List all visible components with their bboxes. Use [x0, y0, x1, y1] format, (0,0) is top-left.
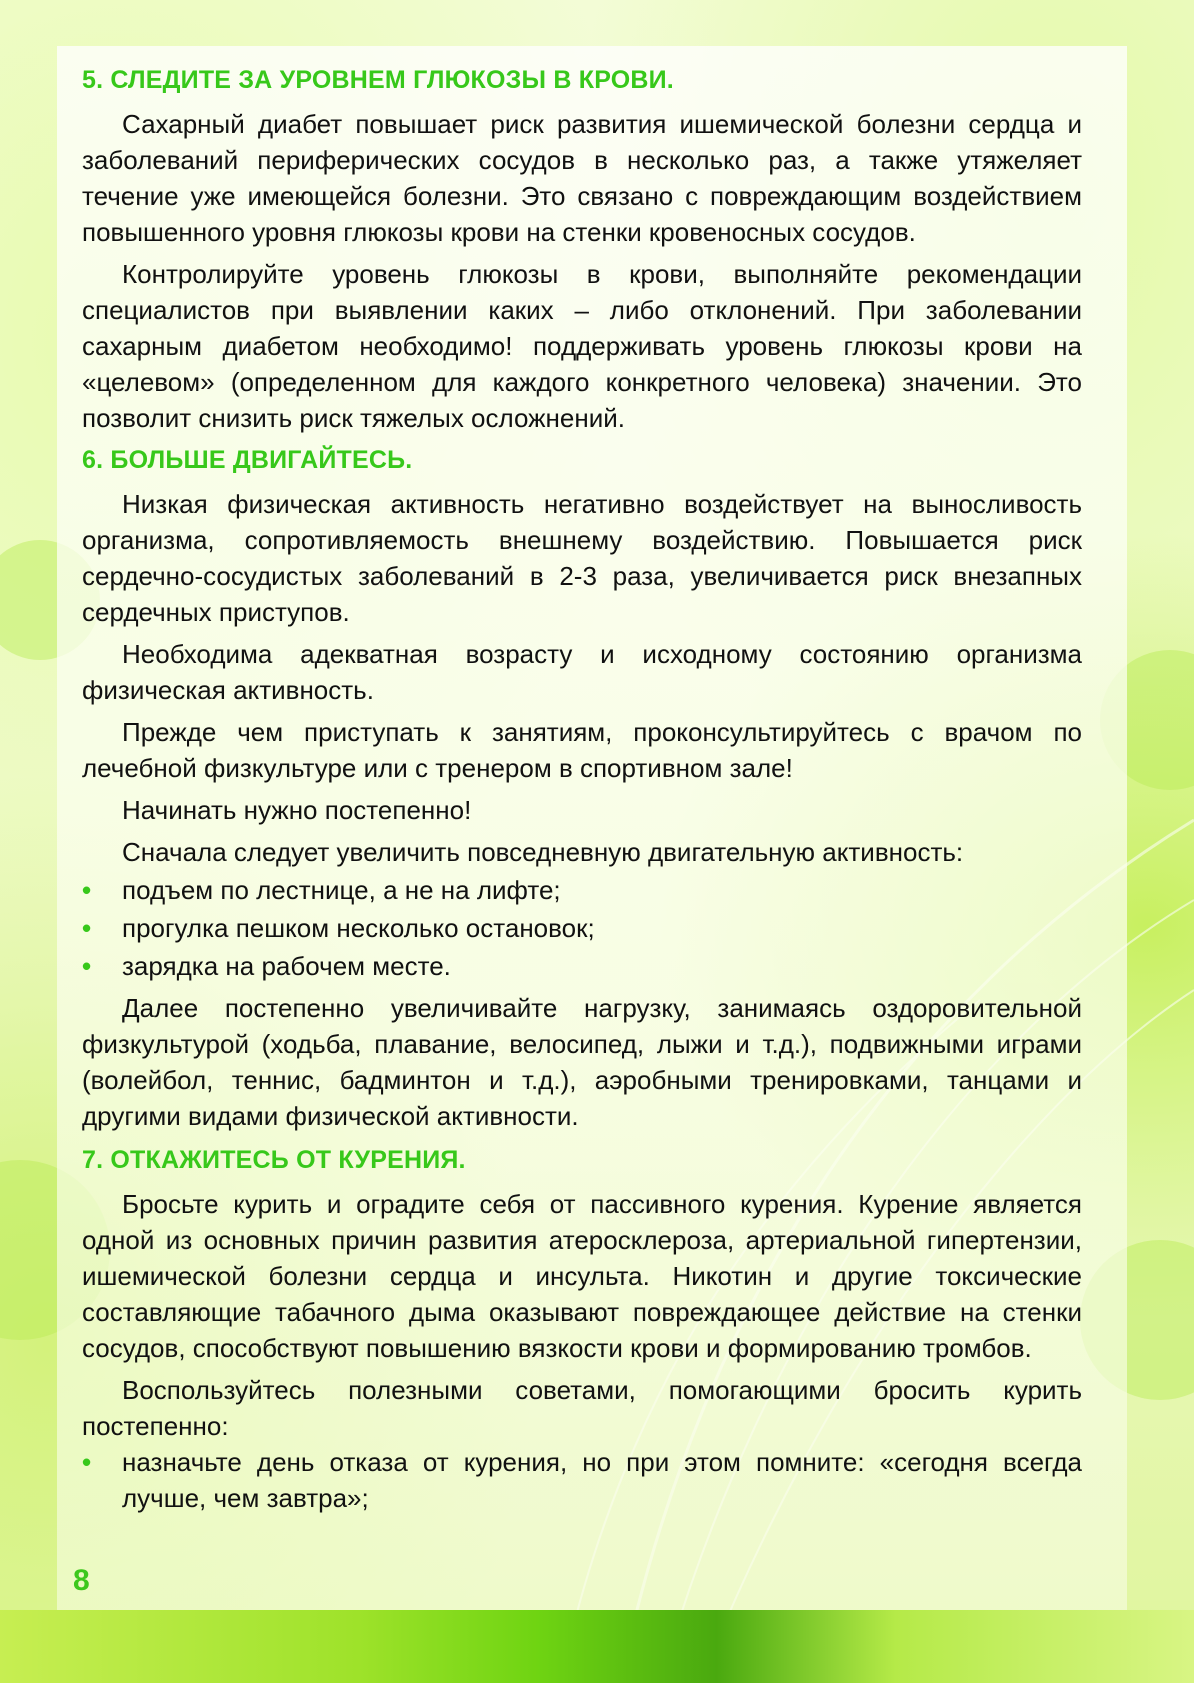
section-6-paragraph-2: Необходима адекватная возрасту и исходному состоянию организма физическая активность. [82, 639, 1082, 705]
page-number: 8 [73, 1564, 90, 1597]
page-content [82, 62, 1082, 1516]
section-5-heading: 5. СЛЕДИТЕ ЗА УРОВНЕМ ГЛЮКОЗЫ В КРОВИ. [82, 66, 674, 94]
section-6-paragraph-5: Сначала следует увеличить повседневную двигательную активность: [122, 837, 964, 867]
bullet-icon: • [82, 1447, 92, 1477]
list-item [82, 872, 1082, 908]
section-7-heading: 7. ОТКАЖИТЕСЬ ОТ КУРЕНИЯ. [82, 1146, 466, 1174]
section-6-paragraph-1: Низкая физическая активность негативно воздействует на выносливость организма, сопротивляемость внешнему воздействию. Повышается риск сердечно-сосудистых заболеваний в 2-3 раза, увеличивается риск внезапных сердечных приступов. [82, 489, 1082, 627]
section-7-paragraph-1: Бросьте курить и оградите себя от пассивного курения. Курение является одной из основных причин развития атеросклероза, артериальной гипертензии, ишемической болезни сердца и инсульта. Никотин и другие токсические составляющие табачного дыма оказывают повреждающее действие на стенки сосудов, способствуют повышению вязкости крови и формированию тромбов. [82, 1189, 1082, 1363]
list-item [82, 910, 1082, 946]
section-6-paragraph-4: Начинать нужно постепенно! [122, 795, 472, 825]
bullet-icon: • [82, 913, 92, 943]
bullet-icon: • [82, 951, 92, 981]
section-7-bullet-list [82, 1444, 1082, 1516]
section-6-bullet-list [82, 872, 1082, 984]
section-6-paragraph-6: Далее постепенно увеличивайте нагрузку, занимаясь оздоровительной физкультурой (ходьба, плавание, велосипед, лыжи и т.д.), подвижными играми (волейбол, теннис, бадминтон и т.д.), аэробными тренировками, танцами и другими видами физической активности. [82, 993, 1082, 1131]
bullet-icon: • [82, 875, 92, 905]
section-5-paragraph-2: Контролируйте уровень глюкозы в крови, выполняйте рекомендации специалистов при выявлении каких – либо отклонений. При заболевании сахарным диабетом необходимо! поддерживать уровень глюкозы крови на «целевом» (определенном для каждого конкретного человека) значении. Это позволит снизить риск тяжелых осложнений. [82, 259, 1082, 433]
bottom-decorative-strip [0, 1610, 1194, 1683]
section-6-paragraph-3: Прежде чем приступать к занятиям, проконсультируйтесь с врачом по лечебной физкультуре или с тренером в спортивном зале! [82, 717, 1082, 783]
list-item-text: назначьте день отказа от курения, но при этом помните: «сегодня всегда лучше, чем завтра»; [122, 1447, 1082, 1513]
list-item-text: зарядка на рабочем месте. [122, 951, 451, 981]
section-7-paragraph-2: Воспользуйтесь полезными советами, помогающими бросить курить постепенно: [82, 1375, 1082, 1441]
section-5-paragraph-1: Сахарный диабет повышает риск развития ишемической болезни сердца и заболеваний периферических сосудов в несколько раз, а также утяжеляет течение уже имеющейся болезни. Это связано с повреждающим воздействием повышенного уровня глюкозы крови на стенки кровеносных сосудов. [82, 109, 1082, 247]
list-item [82, 1444, 1082, 1516]
list-item-text: прогулка пешком несколько остановок; [122, 913, 595, 943]
section-6-heading: 6. БОЛЬШЕ ДВИГАЙТЕСЬ. [82, 446, 413, 474]
list-item [82, 948, 1082, 984]
list-item-text: подъем по лестнице, а не на лифте; [122, 875, 561, 905]
